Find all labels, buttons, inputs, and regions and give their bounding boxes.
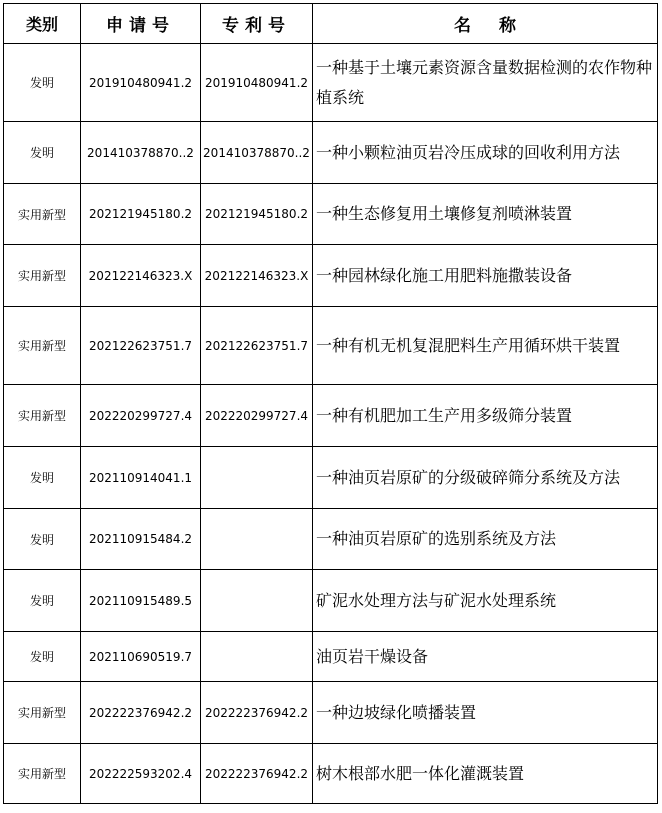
cell-name: 一种有机无机复混肥料生产用循环烘干装置 xyxy=(313,307,658,385)
cell-patent-no: 202122146323.X xyxy=(201,245,313,307)
table-row xyxy=(4,385,658,447)
cell-category: 发明 xyxy=(4,570,81,632)
cell-category: 发明 xyxy=(4,447,81,509)
cell-application-no: 202122146323.X xyxy=(81,245,201,307)
cell-application-no: 202110915489.5 xyxy=(81,570,201,632)
cell-category: 发明 xyxy=(4,122,81,184)
cell-category: 实用新型 xyxy=(4,385,81,447)
cell-patent-no: 202222376942.2 xyxy=(201,744,313,804)
cell-patent-no: 202122623751.7 xyxy=(201,307,313,385)
cell-category: 发明 xyxy=(4,44,81,122)
cell-category: 发明 xyxy=(4,632,81,682)
patent-table xyxy=(3,3,658,804)
cell-name: 油页岩干燥设备 xyxy=(313,632,658,682)
cell-name: 一种油页岩原矿的选别系统及方法 xyxy=(313,509,658,570)
cell-name: 一种小颗粒油页岩冷压成球的回收利用方法 xyxy=(313,122,658,184)
cell-application-no: 201410378870..2 xyxy=(81,122,201,184)
cell-patent-no xyxy=(201,570,313,632)
cell-category: 实用新型 xyxy=(4,184,81,245)
cell-name: 一种基于土壤元素资源含量数据检测的农作物种植系统 xyxy=(313,44,658,122)
cell-patent-no: 201410378870..2 xyxy=(201,122,313,184)
table-row xyxy=(4,245,658,307)
cell-name: 一种边坡绿化喷播装置 xyxy=(313,682,658,744)
cell-patent-no: 202222376942.2 xyxy=(201,682,313,744)
cell-category: 发明 xyxy=(4,509,81,570)
cell-application-no: 202110915484.2 xyxy=(81,509,201,570)
header-row xyxy=(4,4,658,44)
cell-name: 树木根部水肥一体化灌溉装置 xyxy=(313,744,658,804)
table-row xyxy=(4,682,658,744)
cell-patent-no xyxy=(201,509,313,570)
cell-application-no: 202220299727.4 xyxy=(81,385,201,447)
cell-application-no: 202122623751.7 xyxy=(81,307,201,385)
header-patent-no: 专利号 xyxy=(201,4,313,44)
table-row xyxy=(4,122,658,184)
cell-application-no: 201910480941.2 xyxy=(81,44,201,122)
header-category: 类别 xyxy=(4,4,81,44)
cell-category: 实用新型 xyxy=(4,307,81,385)
cell-name: 矿泥水处理方法与矿泥水处理系统 xyxy=(313,570,658,632)
table-row xyxy=(4,307,658,385)
cell-patent-no: 202121945180.2 xyxy=(201,184,313,245)
cell-name: 一种园林绿化施工用肥料施撒装设备 xyxy=(313,245,658,307)
cell-application-no: 202121945180.2 xyxy=(81,184,201,245)
table-row xyxy=(4,570,658,632)
cell-name: 一种生态修复用土壤修复剂喷淋装置 xyxy=(313,184,658,245)
header-name: 名称 xyxy=(313,4,658,44)
cell-patent-no xyxy=(201,447,313,509)
table-row xyxy=(4,184,658,245)
cell-patent-no xyxy=(201,632,313,682)
table-row xyxy=(4,447,658,509)
cell-category: 实用新型 xyxy=(4,744,81,804)
cell-application-no: 202110914041.1 xyxy=(81,447,201,509)
cell-application-no: 202110690519.7 xyxy=(81,632,201,682)
cell-category: 实用新型 xyxy=(4,682,81,744)
table-row xyxy=(4,44,658,122)
cell-patent-no: 201910480941.2 xyxy=(201,44,313,122)
table-row xyxy=(4,632,658,682)
cell-application-no: 202222593202.4 xyxy=(81,744,201,804)
cell-patent-no: 202220299727.4 xyxy=(201,385,313,447)
cell-application-no: 202222376942.2 xyxy=(81,682,201,744)
table-row xyxy=(4,509,658,570)
table-row xyxy=(4,744,658,804)
cell-category: 实用新型 xyxy=(4,245,81,307)
cell-name: 一种油页岩原矿的分级破碎筛分系统及方法 xyxy=(313,447,658,509)
cell-name: 一种有机肥加工生产用多级筛分装置 xyxy=(313,385,658,447)
header-application-no: 申请号 xyxy=(81,4,201,44)
